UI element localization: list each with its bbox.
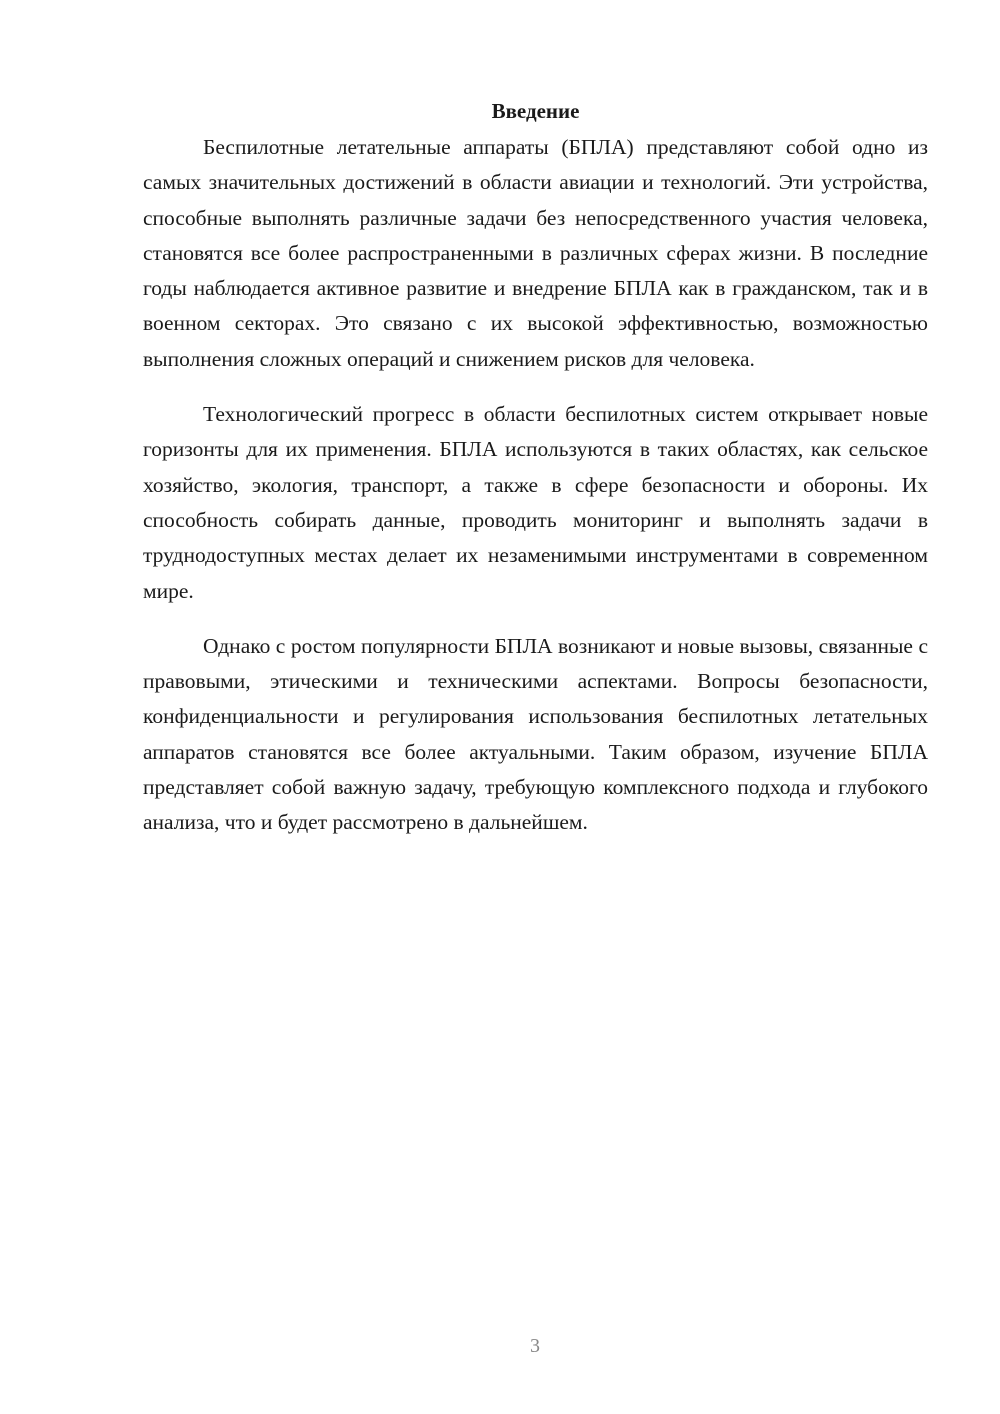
paragraph-3: Однако с ростом популярности БПЛА возникают и новые вызовы, связанные с правовыми, этическими и техническими аспектами. Вопросы безопасности, конфиденциальности и регулирования использования беспилотных летательных аппаратов становятся все более актуальными. Таким образом, изучение БПЛА представляет собой важную задачу, требующую комплексного подхода и глубокого анализа, что и будет рассмотрено в дальнейшем. (143, 633, 928, 835)
page-content (143, 96, 928, 861)
paragraph-1: Беспилотные летательные аппараты (БПЛА) представляют собой одно из самых значительных достижений в области авиации и технологий. Эти устройства, способные выполнять различные задачи без непосредственного участия человека, становятся все более распространенными в различных сферах жизни. В последние годы наблюдается активное развитие и внедрение БПЛА как в гражданском, так и в военном секторах. Это связано с их высокой эффективностью, возможностью выполнения сложных операций и снижением рисков для человека. (143, 135, 928, 371)
page-number: 3 (530, 1335, 540, 1357)
section-title: Введение (491, 99, 580, 123)
paragraph-2: Технологический прогресс в области беспилотных систем открывает новые горизонты для их применения. БПЛА используются в таких областях, как сельское хозяйство, экология, транспорт, а также в сфере безопасности и обороны. Их способность собирать данные, проводить мониторинг и выполнять задачи в труднодоступных местах делает их незаменимыми инструментами в современном мире. (143, 402, 928, 603)
